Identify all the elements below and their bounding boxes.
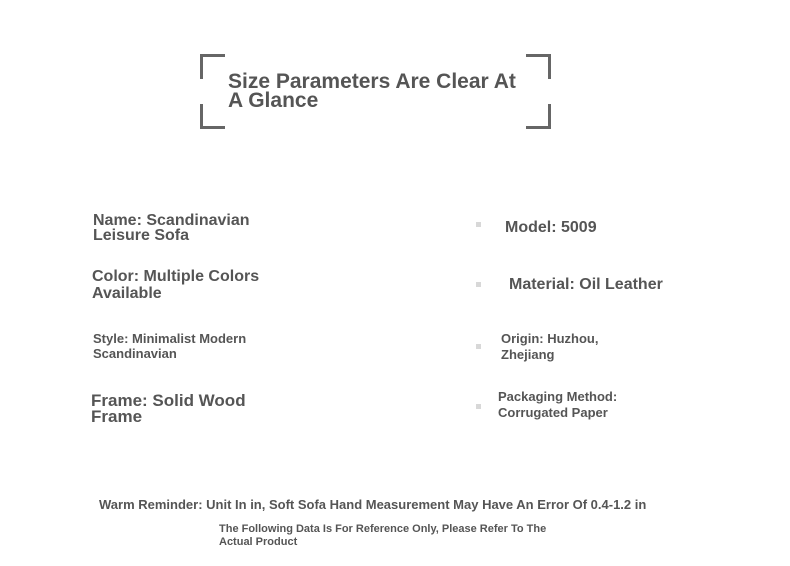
spec-color: Color: Multiple Colors Available <box>92 268 260 302</box>
spec-bullet <box>476 282 481 287</box>
spec-style: Style: Minimalist Modern Scandinavian <box>93 331 247 361</box>
spec-model: Model: 5009 <box>505 219 597 236</box>
warm-reminder-note: Warm Reminder: Unit In in, Soft Sofa Hand Measurement May Have An Error Of 0.4-1.2 in <box>99 497 647 512</box>
spec-material: Material: Oil Leather <box>509 276 663 293</box>
spec-bullet <box>476 222 481 227</box>
page-title: Size Parameters Are Clear At A Glance <box>228 70 516 112</box>
title-frame-corner-bottom-right <box>526 104 551 129</box>
reference-note: The Following Data Is For Reference Only, Please Refer To The Actual Product <box>219 523 547 548</box>
title-frame-corner-bottom-left <box>200 104 225 129</box>
spec-bullet <box>476 344 481 349</box>
spec-origin: Origin: Huzhou, Zhejiang <box>501 331 599 362</box>
spec-bullet <box>476 404 481 409</box>
spec-packaging: Packaging Method: Corrugated Paper <box>498 389 618 420</box>
title-frame-corner-top-right <box>526 54 551 79</box>
title-frame-corner-top-left <box>200 54 225 79</box>
spec-name: Name: Scandinavian Leisure Sofa <box>93 212 250 244</box>
spec-frame: Frame: Solid Wood Frame <box>91 391 246 426</box>
